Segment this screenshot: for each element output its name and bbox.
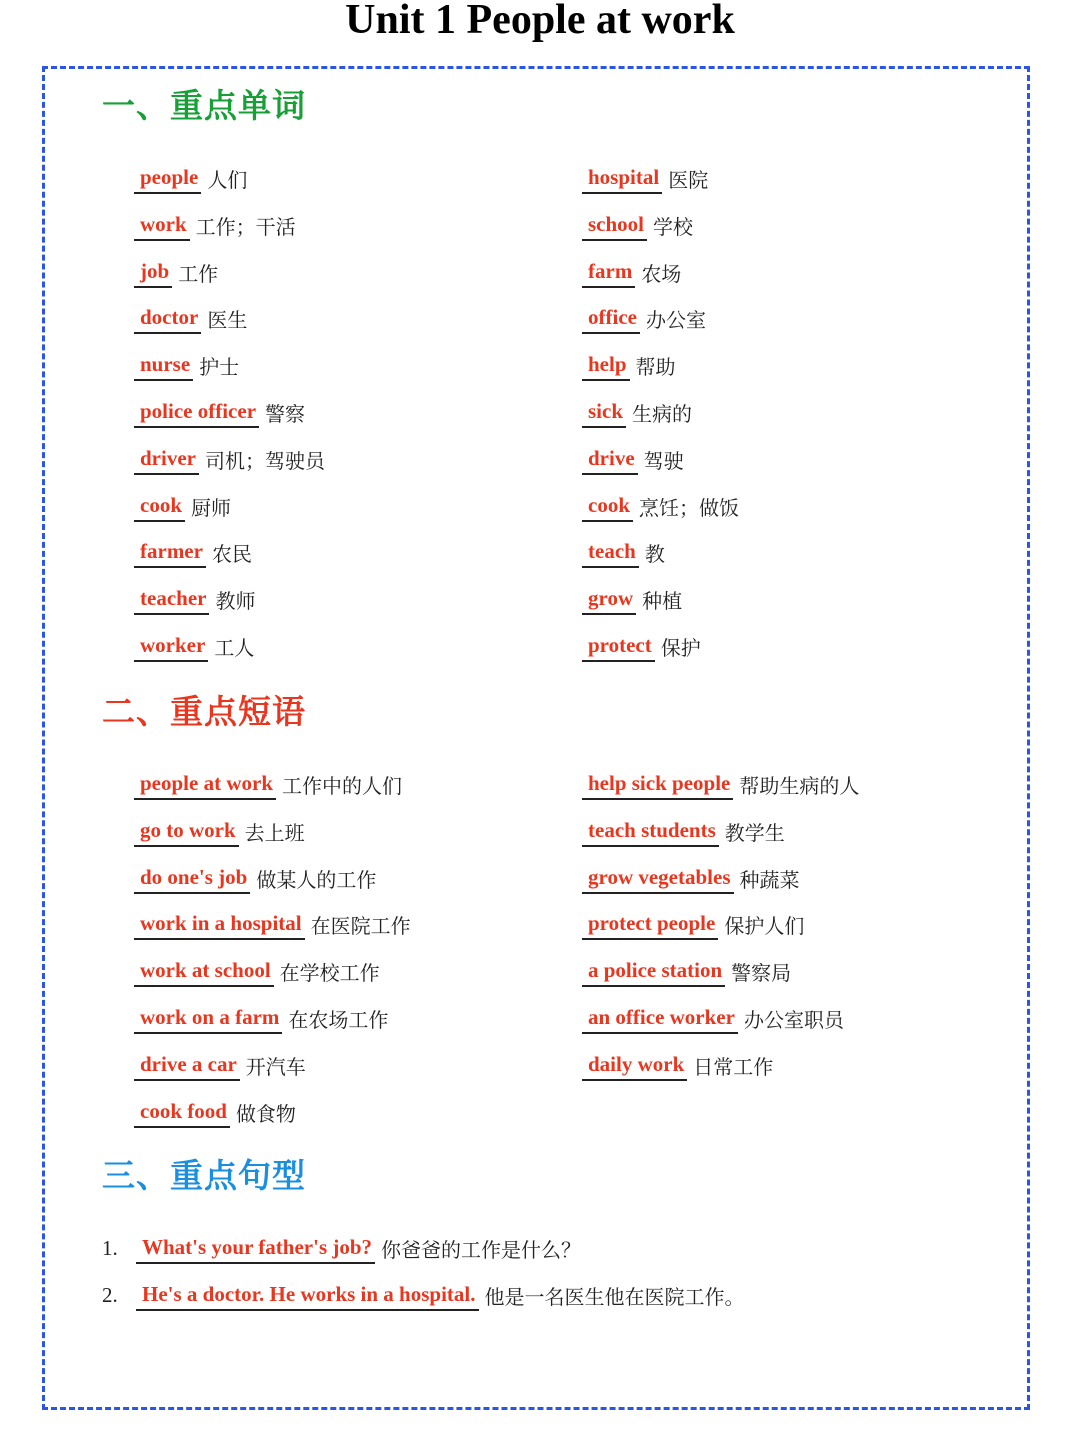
english-term: drive a car (134, 1050, 240, 1081)
chinese-meaning: 警察局 (731, 961, 792, 986)
chinese-meaning: 在农场工作 (288, 1008, 389, 1032)
word-item (582, 579, 682, 615)
english-term: job (134, 257, 172, 288)
sentence-item (136, 1275, 745, 1311)
phrase-item (134, 858, 376, 894)
english-term: grow vegetables (582, 863, 734, 894)
english-term: worker (134, 631, 208, 662)
section-heading-words: 一、重点单词 (102, 86, 306, 125)
chinese-meaning: 开汽车 (245, 1054, 306, 1079)
chinese-meaning: 在学校工作 (279, 961, 380, 986)
chinese-meaning: 医生 (207, 308, 248, 333)
english-term: He's a doctor. He works in a hospital. (136, 1280, 479, 1311)
chinese-meaning: 保护人们 (724, 914, 805, 939)
phrase-item (134, 811, 305, 847)
word-item (134, 205, 296, 241)
word-item (134, 158, 247, 194)
chinese-meaning: 学校 (653, 214, 694, 239)
word-item (134, 392, 305, 428)
chinese-meaning: 司机；驾驶员 (204, 448, 325, 473)
section-heading-phrases: 二、重点短语 (102, 692, 306, 731)
chinese-meaning: 医院 (668, 168, 709, 192)
chinese-meaning: 你爸爸的工作是什么？ (381, 1238, 582, 1262)
chinese-meaning: 做某人的工作 (256, 867, 377, 892)
word-item (134, 579, 255, 615)
chinese-meaning: 在医院工作 (310, 914, 411, 939)
chinese-meaning: 工作中的人们 (282, 774, 402, 798)
word-item (582, 158, 708, 194)
english-term: doctor (134, 303, 201, 334)
chinese-meaning: 种蔬菜 (739, 867, 800, 892)
chinese-meaning: 驾驶 (643, 448, 684, 473)
english-term: drive (582, 444, 638, 475)
english-term: work in a hospital (134, 909, 305, 940)
english-term: farm (582, 257, 635, 288)
word-item (134, 439, 325, 475)
english-term: work on a farm (134, 1003, 282, 1034)
sentence-number: 1. (102, 1236, 118, 1260)
english-term: an office worker (582, 1003, 738, 1034)
english-term: help sick people (582, 769, 733, 800)
english-term: daily work (582, 1050, 687, 1081)
chinese-meaning: 护士 (199, 355, 240, 380)
phrase-item (582, 951, 791, 987)
english-term: people (134, 163, 201, 194)
chinese-meaning: 工人 (214, 636, 255, 660)
english-term: protect people (582, 909, 718, 940)
word-item (134, 626, 254, 662)
english-term: cook (134, 491, 185, 522)
word-item (582, 439, 684, 475)
section-heading-sentences: 三、重点句型 (102, 1156, 306, 1195)
chinese-meaning: 厨师 (191, 495, 231, 520)
phrase-item (582, 764, 859, 800)
word-item (134, 252, 218, 288)
phrase-item (134, 904, 411, 940)
english-term: a police station (582, 956, 725, 987)
chinese-meaning: 烹饪；做饭 (639, 495, 739, 520)
english-term: farmer (134, 537, 206, 568)
chinese-meaning: 警察 (265, 402, 306, 426)
english-term: go to work (134, 816, 239, 847)
phrase-item (582, 811, 785, 847)
chinese-meaning: 生病的 (632, 402, 693, 426)
english-term: help (582, 350, 630, 381)
english-term: work (134, 210, 190, 241)
chinese-meaning: 去上班 (244, 820, 305, 845)
english-term: hospital (582, 163, 662, 194)
word-item (582, 298, 706, 334)
phrase-item (582, 998, 844, 1034)
word-item (582, 205, 693, 241)
chinese-meaning: 做食物 (235, 1101, 296, 1126)
phrase-item (582, 904, 804, 940)
english-term: people at work (134, 769, 276, 800)
chinese-meaning: 种植 (642, 589, 683, 614)
word-item (134, 532, 252, 568)
word-item (582, 486, 739, 522)
phrase-item (582, 1045, 773, 1081)
phrase-item (134, 951, 380, 987)
english-term: What's your father's job? (136, 1233, 375, 1264)
chinese-meaning: 工作；干活 (195, 214, 296, 239)
word-item (582, 392, 692, 428)
english-term: grow (582, 584, 636, 615)
word-item (134, 298, 247, 334)
word-item (582, 626, 701, 662)
page-title: Unit 1 People at work (345, 0, 735, 43)
chinese-meaning: 农场 (641, 261, 682, 286)
chinese-meaning: 办公室 (645, 308, 706, 333)
word-item (134, 486, 231, 522)
english-term: protect (582, 631, 655, 662)
chinese-meaning: 农民 (211, 542, 252, 567)
english-term: teach (582, 537, 639, 568)
chinese-meaning: 人们 (207, 168, 248, 192)
english-term: police officer (134, 397, 259, 428)
sentence-number: 2. (102, 1283, 118, 1307)
word-item (582, 532, 665, 568)
chinese-meaning: 日常工作 (693, 1054, 774, 1079)
english-term: sick (582, 397, 626, 428)
english-term: school (582, 210, 647, 241)
word-item (134, 345, 239, 381)
english-term: office (582, 303, 640, 334)
phrase-item (134, 998, 388, 1034)
english-term: cook food (134, 1097, 230, 1128)
phrase-item (134, 1092, 296, 1128)
chinese-meaning: 他是一名医生他在医院工作。 (484, 1285, 745, 1309)
english-term: do one's job (134, 863, 250, 894)
word-item (582, 252, 681, 288)
english-term: teacher (134, 584, 209, 615)
chinese-meaning: 帮助 (635, 355, 676, 380)
sentence-item (136, 1228, 581, 1264)
chinese-meaning: 帮助生病的人 (739, 774, 860, 798)
phrase-item (134, 764, 402, 800)
phrase-item (582, 858, 800, 894)
english-term: cook (582, 491, 633, 522)
chinese-meaning: 教 (644, 542, 665, 567)
english-term: work at school (134, 956, 274, 987)
english-term: driver (134, 444, 199, 475)
chinese-meaning: 教学生 (724, 820, 785, 845)
phrase-item (134, 1045, 306, 1081)
chinese-meaning: 保护 (660, 636, 701, 660)
chinese-meaning: 工作 (178, 261, 219, 286)
english-term: teach students (582, 816, 719, 847)
english-term: nurse (134, 350, 193, 381)
chinese-meaning: 教师 (215, 589, 256, 614)
word-item (582, 345, 676, 381)
chinese-meaning: 办公室职员 (743, 1008, 844, 1032)
